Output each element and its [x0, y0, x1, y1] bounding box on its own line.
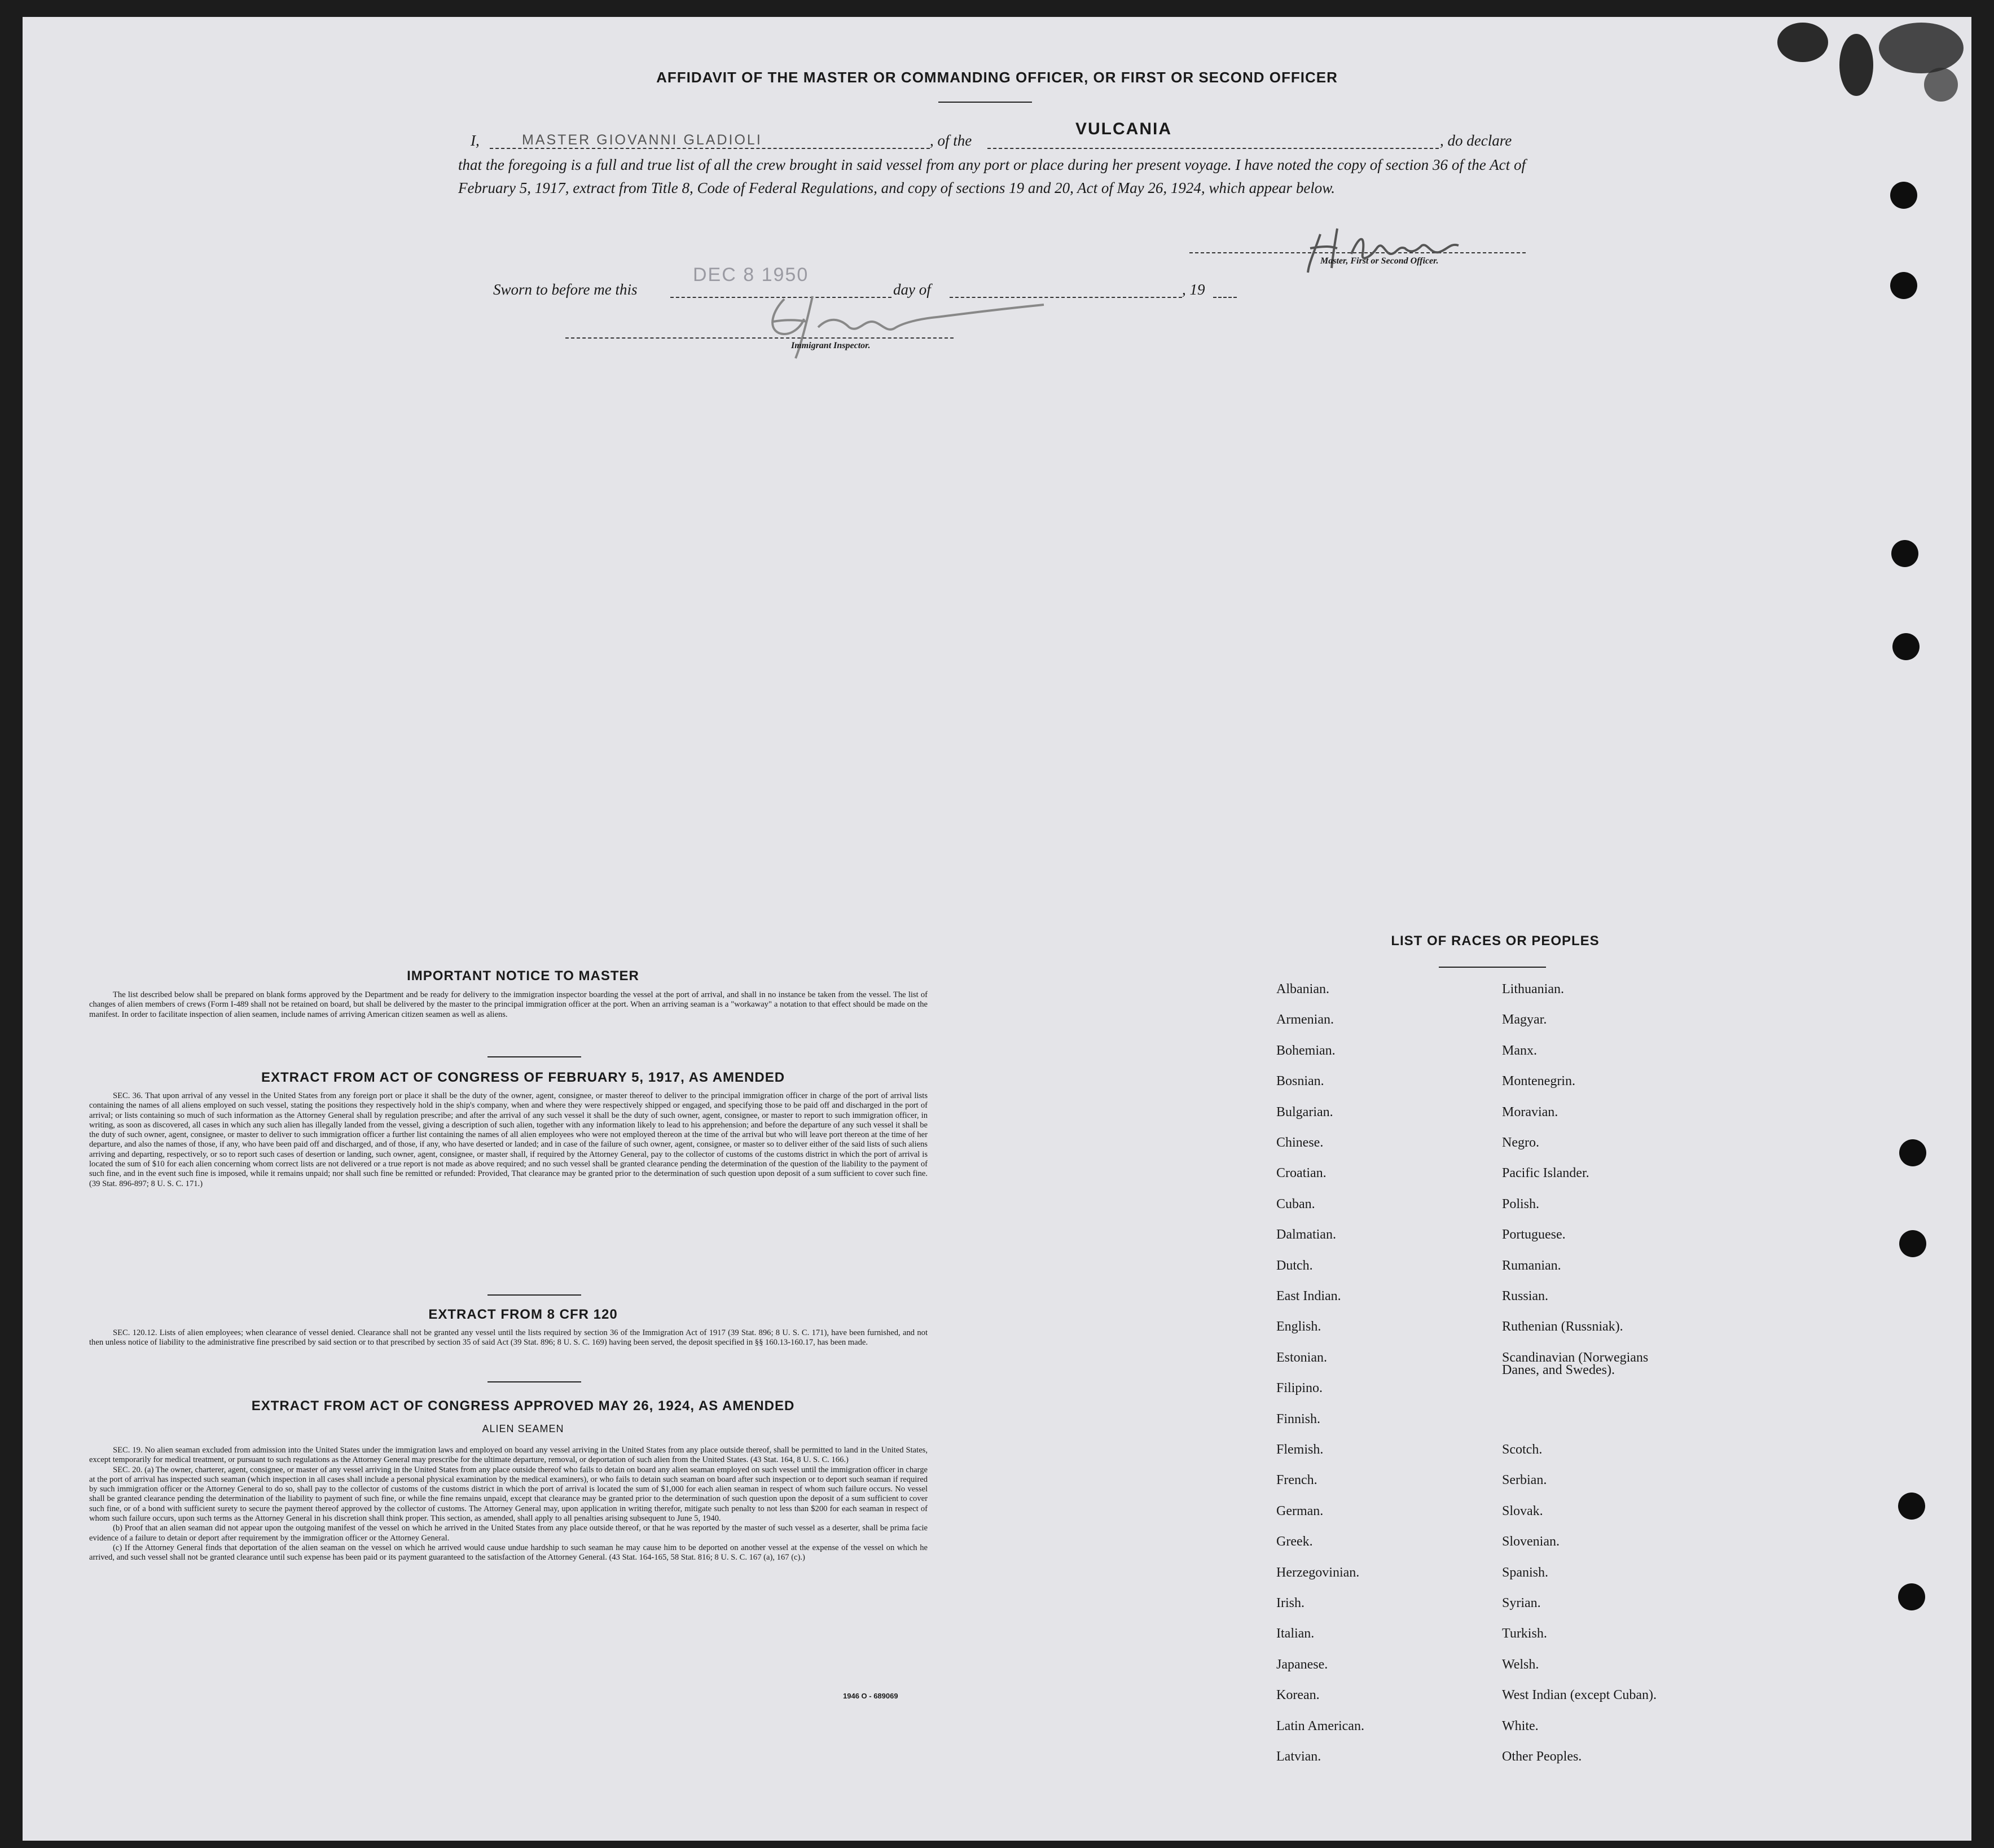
day-of-label: day of	[893, 281, 931, 298]
year-prefix: , 19	[1182, 281, 1205, 298]
affidavit-title: AFFIDAVIT OF THE MASTER OR COMMANDING OFFICER, OR FIRST OR SECOND OFFICER	[656, 69, 1338, 86]
scan-smudge	[1777, 23, 1828, 62]
declaration-body: that the foregoing is a full and true list of all the crew brought in said vessel from any port or place during her present voyage. I have noted the copy of section 36 of the Act of February 5, 1917, extract from Title 8, Code of Federal Regulations, and copy of sections 19 and 20, Act of May 26, 1924, which appear below.	[458, 156, 1526, 196]
race-item: Lithuanian.	[1502, 982, 1564, 997]
race-item: Dutch.	[1276, 1258, 1313, 1273]
race-item: Korean.	[1276, 1688, 1320, 1703]
race-item: Cuban.	[1276, 1196, 1315, 1211]
print-code: 1946 O - 689069	[843, 1692, 898, 1700]
race-item: Flemish.	[1276, 1442, 1324, 1457]
race-item: Dalmatian.	[1276, 1227, 1336, 1243]
race-item: Greek.	[1276, 1534, 1313, 1549]
notice-text	[89, 990, 928, 1020]
extract-1924-title: EXTRACT FROM ACT OF CONGRESS APPROVED MAY 26, 1924, AS AMENDED	[251, 1398, 795, 1414]
race-item: Bohemian.	[1276, 1043, 1336, 1058]
extract-1924-sec20b: (b) Proof that an alien seaman did not appear upon the outgoing manifest of the vessel on which he arrived in the United States from any place outside thereof, or that he was reported by the master of such vessel as a deserter, shall be prima facie evidence of a failure to detain or deport after requirement by the immigration officer or the Attorney General.	[89, 1524, 928, 1543]
race-item: Welsh.	[1502, 1657, 1539, 1672]
declaration-prefix: I,	[471, 132, 480, 149]
punch-hole	[1898, 1493, 1925, 1520]
race-item: Serbian.	[1502, 1473, 1547, 1488]
punch-hole	[1890, 182, 1917, 209]
extract-1917-rule	[487, 1294, 581, 1296]
scan-smudge	[1839, 34, 1873, 96]
vessel-line	[987, 148, 1439, 149]
extract-1924-subtitle: ALIEN SEAMEN	[482, 1423, 564, 1434]
race-item: French.	[1276, 1473, 1317, 1488]
race-item: Finnish.	[1276, 1411, 1321, 1426]
race-item: Albanian.	[1276, 982, 1329, 997]
race-item: Portuguese.	[1502, 1227, 1566, 1243]
race-item: Herzegovinian.	[1276, 1565, 1360, 1580]
notice-title: IMPORTANT NOTICE TO MASTER	[407, 968, 639, 984]
race-item: Rumanian.	[1502, 1258, 1561, 1273]
punch-hole	[1899, 1139, 1926, 1166]
extract-1924-sec19: SEC. 19. No alien seaman excluded from admission into the United States under the immigration laws and employed on board any vessel arriving in the United States from any place outside thereof, shall be permitted to land in the United States, except temporarily for medical treatment, or pursuant to such regulations as the Attorney General may prescribe for the ultimate departure, removal, or deportation of such alien from the United States. (43 Stat. 164, 8 U. S. C. 166.)	[89, 1446, 928, 1465]
punch-hole	[1892, 633, 1920, 660]
race-item: Slovak.	[1502, 1503, 1543, 1518]
race-item: Turkish.	[1502, 1626, 1547, 1641]
punch-hole	[1899, 1230, 1926, 1257]
extract-1917-title: EXTRACT FROM ACT OF CONGRESS OF FEBRUARY 5, 1917, AS AMENDED	[261, 1070, 785, 1085]
date-stamp: DEC 8 1950	[693, 264, 809, 286]
race-item: Manx.	[1502, 1043, 1537, 1058]
races-title: LIST OF RACES OR PEOPLES	[1391, 933, 1600, 949]
race-item: Irish.	[1276, 1596, 1305, 1610]
inspector-signature-line	[565, 337, 954, 339]
notice-rule	[487, 1056, 581, 1057]
race-item: White.	[1502, 1718, 1539, 1733]
race-item: Bosnian.	[1276, 1074, 1324, 1089]
race-item: Croatian.	[1276, 1166, 1327, 1181]
race-item: Slovenian.	[1502, 1534, 1560, 1549]
master-caption: Master, First or Second Officer.	[1320, 256, 1439, 266]
do-declare-label: , do declare	[1440, 132, 1512, 149]
race-item: Spanish.	[1502, 1565, 1549, 1580]
race-item: Bulgarian.	[1276, 1104, 1333, 1120]
of-the-label: , of the	[930, 132, 972, 149]
scan-smudge	[1879, 23, 1964, 73]
race-item: English.	[1276, 1319, 1321, 1335]
race-item: Syrian.	[1502, 1596, 1541, 1610]
race-item: East Indian.	[1276, 1289, 1341, 1303]
race-item: Montenegrin.	[1502, 1074, 1575, 1089]
extract-1924-sec20c: (c) If the Attorney General finds that deportation of the alien seaman on the vessel on which he arrived would cause undue hardship to such seaman he may cause him to be deported on another vessel at the expense of the vessel on which he arrived, and such vessel shall not be granted clearance until such expense has been paid or its payment guaranteed to the satisfaction of the Attorney General. (43 Stat. 164-165, 58 Stat. 816; 8 U. S. C. 167 (a), 167 (c).)	[89, 1543, 928, 1562]
notice-paragraph: The list described below shall be prepared on blank forms approved by the Department and be ready for delivery to the immigration inspector boarding the vessel at the port of arrival, and shall in no instance be taken from the vessel. The list of changes of alien members of crews (Form I-489 shall not be retained on board, but shall be delivered by the master to the principal immigration officer at the port. When an arriving seaman is a "workaway" a notation to that effect should be made on the manifest. In order to facilitate inspection of alien seamen, include names of arriving American citizen seamen as well as aliens.	[89, 990, 928, 1019]
race-item: Chinese.	[1276, 1135, 1324, 1150]
race-item: Magyar.	[1502, 1012, 1547, 1028]
race-item: Polish.	[1502, 1196, 1540, 1211]
race-item: Russian.	[1502, 1289, 1549, 1303]
race-item: Ruthenian (Russniak).	[1502, 1319, 1623, 1335]
race-item: Estonian.	[1276, 1350, 1327, 1365]
inspector-caption: Immigrant Inspector.	[791, 341, 871, 350]
title-rule	[938, 102, 1032, 103]
race-item: Japanese.	[1276, 1657, 1328, 1672]
race-item: Italian.	[1276, 1626, 1315, 1641]
race-item: Danes, and Swedes).	[1502, 1362, 1615, 1377]
race-item: Moravian.	[1502, 1104, 1558, 1120]
extract-1917-paragraph: SEC. 36. That upon arrival of any vessel in the United States from any foreign port or place it shall be the duty of the owner, agent, consignee, or master thereof to deliver to the principal immigration officer in charge of the port of arrival lists containing the names of all aliens employed on such vessel, stating the positions they respectively hold in the ship's company, when and where they were respectively shipped or engaged, and specifying those to be paid off and discharged in the port of arrival; or lists containing so much of such information as the Attorney General shall by regulation prescribe; and after the arrival of any such vessel it shall be the duty of such owner, agent, consignee, or master to report to such immigration officer, in writing, as soon as discovered, all cases in which any such alien has illegally landed from the vessel, giving a description of such alien, together with any information likely to lead to his apprehension; and before the departure of any such vessel it shall be the duty of such owner, agent, consignee, or master to deliver to such immigration officer a further list containing the names of all alien employees who were not employed thereon at the time of the arrival but who will leave port thereon at the time of her departure, and also the names of those, if any, who have been paid off and discharged, and of those, if any, who have deserted or landed; and in case of the failure of such owner, agent, consignee, or master so to deliver either of the said lists of such aliens arriving and departing, respectively, or so to report such cases of desertion or landing, such owner, agent, consignee, or master shall, if required by the Attorney General, pay to the collector of customs of the customs district in which the port of arrival is located the sum of $10 for each alien concerning whom correct lists are not delivered or a true report is not made as above required; and no such vessel shall be granted clearance pending the determination of the question of the liability to the payment of such fine, and in the event such fine is imposed, while it remains unpaid; nor shall such fine be remitted or refunded: Provided, That clearance may be granted prior to the determination of such question upon deposit of a sum sufficient to cover such fine. (39 Stat. 896-897; 8 U. S. C. 171.)	[89, 1091, 928, 1188]
extract-1917-text	[89, 1091, 928, 1189]
vessel-name-value: VULCANIA	[1075, 120, 1172, 138]
race-item: German.	[1276, 1503, 1324, 1518]
extract-cfr-title: EXTRACT FROM 8 CFR 120	[428, 1307, 618, 1322]
punch-hole	[1898, 1583, 1925, 1610]
punch-hole	[1891, 540, 1918, 567]
race-item: Other Peoples.	[1502, 1749, 1582, 1764]
race-item: Latin American.	[1276, 1718, 1364, 1733]
year-line	[1213, 297, 1237, 298]
race-item: Latvian.	[1276, 1749, 1321, 1764]
race-item: Scandinavian (Norwegians	[1502, 1350, 1649, 1365]
race-item: Filipino.	[1276, 1381, 1323, 1396]
races-rule	[1439, 967, 1546, 968]
master-name-value: MASTER GIOVANNI GLADIOLI	[522, 132, 762, 148]
race-item: Armenian.	[1276, 1012, 1334, 1028]
race-item: Pacific Islander.	[1502, 1166, 1589, 1181]
punch-hole	[1890, 272, 1917, 299]
race-item: Scotch.	[1502, 1442, 1543, 1457]
extract-cfr-text	[89, 1328, 928, 1348]
extract-1924-sec20a: SEC. 20. (a) The owner, charterer, agent, consignee, or master of any vessel arriving in the United States from any place outside thereof who fails to detain on board any alien seaman employed on such vessel until the immigration officer in charge at the port of arrival has inspected such seaman (which inspection in all cases shall include a personal physical examination by the medical examiners), or who fails to detain such seaman on board after such inspection or to deport such seaman if required by such immigration officer or the Attorney General to do so, shall pay to the collector of customs of the customs district in which the port of arrival is located the sum of $1,000 for each alien seaman in respect of whom such failure occurs. No vessel shall be granted clearance pending the determination of the liability to payment of such fine, or while the fine remains unpaid, except that clearance may be granted prior to the determination of such question upon the deposit of a sum sufficient to cover such fine, or of a bond with sufficient surety to secure the payment thereof approved by the collector of customs. The Attorney General may, upon application in writing therefor, mitigate such penalty to not less than $200 for each seaman in respect of whom such failure occurs, upon such terms as the Attorney General in his discretion shall think proper. This section, as amended, shall apply to all penalties arising subsequent to June 5, 1940.	[89, 1465, 928, 1524]
sworn-prefix: Sworn to before me this	[493, 281, 638, 298]
extract-cfr-paragraph: SEC. 120.12. Lists of alien employees; when clearance of vessel denied. Clearance shall not be granted any vessel until the lists required by section 36 of the Immigration Act of 1917 (39 Stat. 896; 8 U. S. C. 171), have been furnished, and not then unless notice of liability to the administrative fine prescribed by said section or to that prescribed by section 35 of said Act (39 Stat. 896; 8 U. S. C. 169) having been served, the deposit specified in §§ 160.13-160.17, has been made.	[89, 1328, 928, 1347]
race-item: Negro.	[1502, 1135, 1539, 1150]
extract-1924-text	[89, 1446, 928, 1563]
race-item: West Indian (except Cuban).	[1502, 1688, 1657, 1703]
extract-cfr-rule	[487, 1381, 581, 1382]
